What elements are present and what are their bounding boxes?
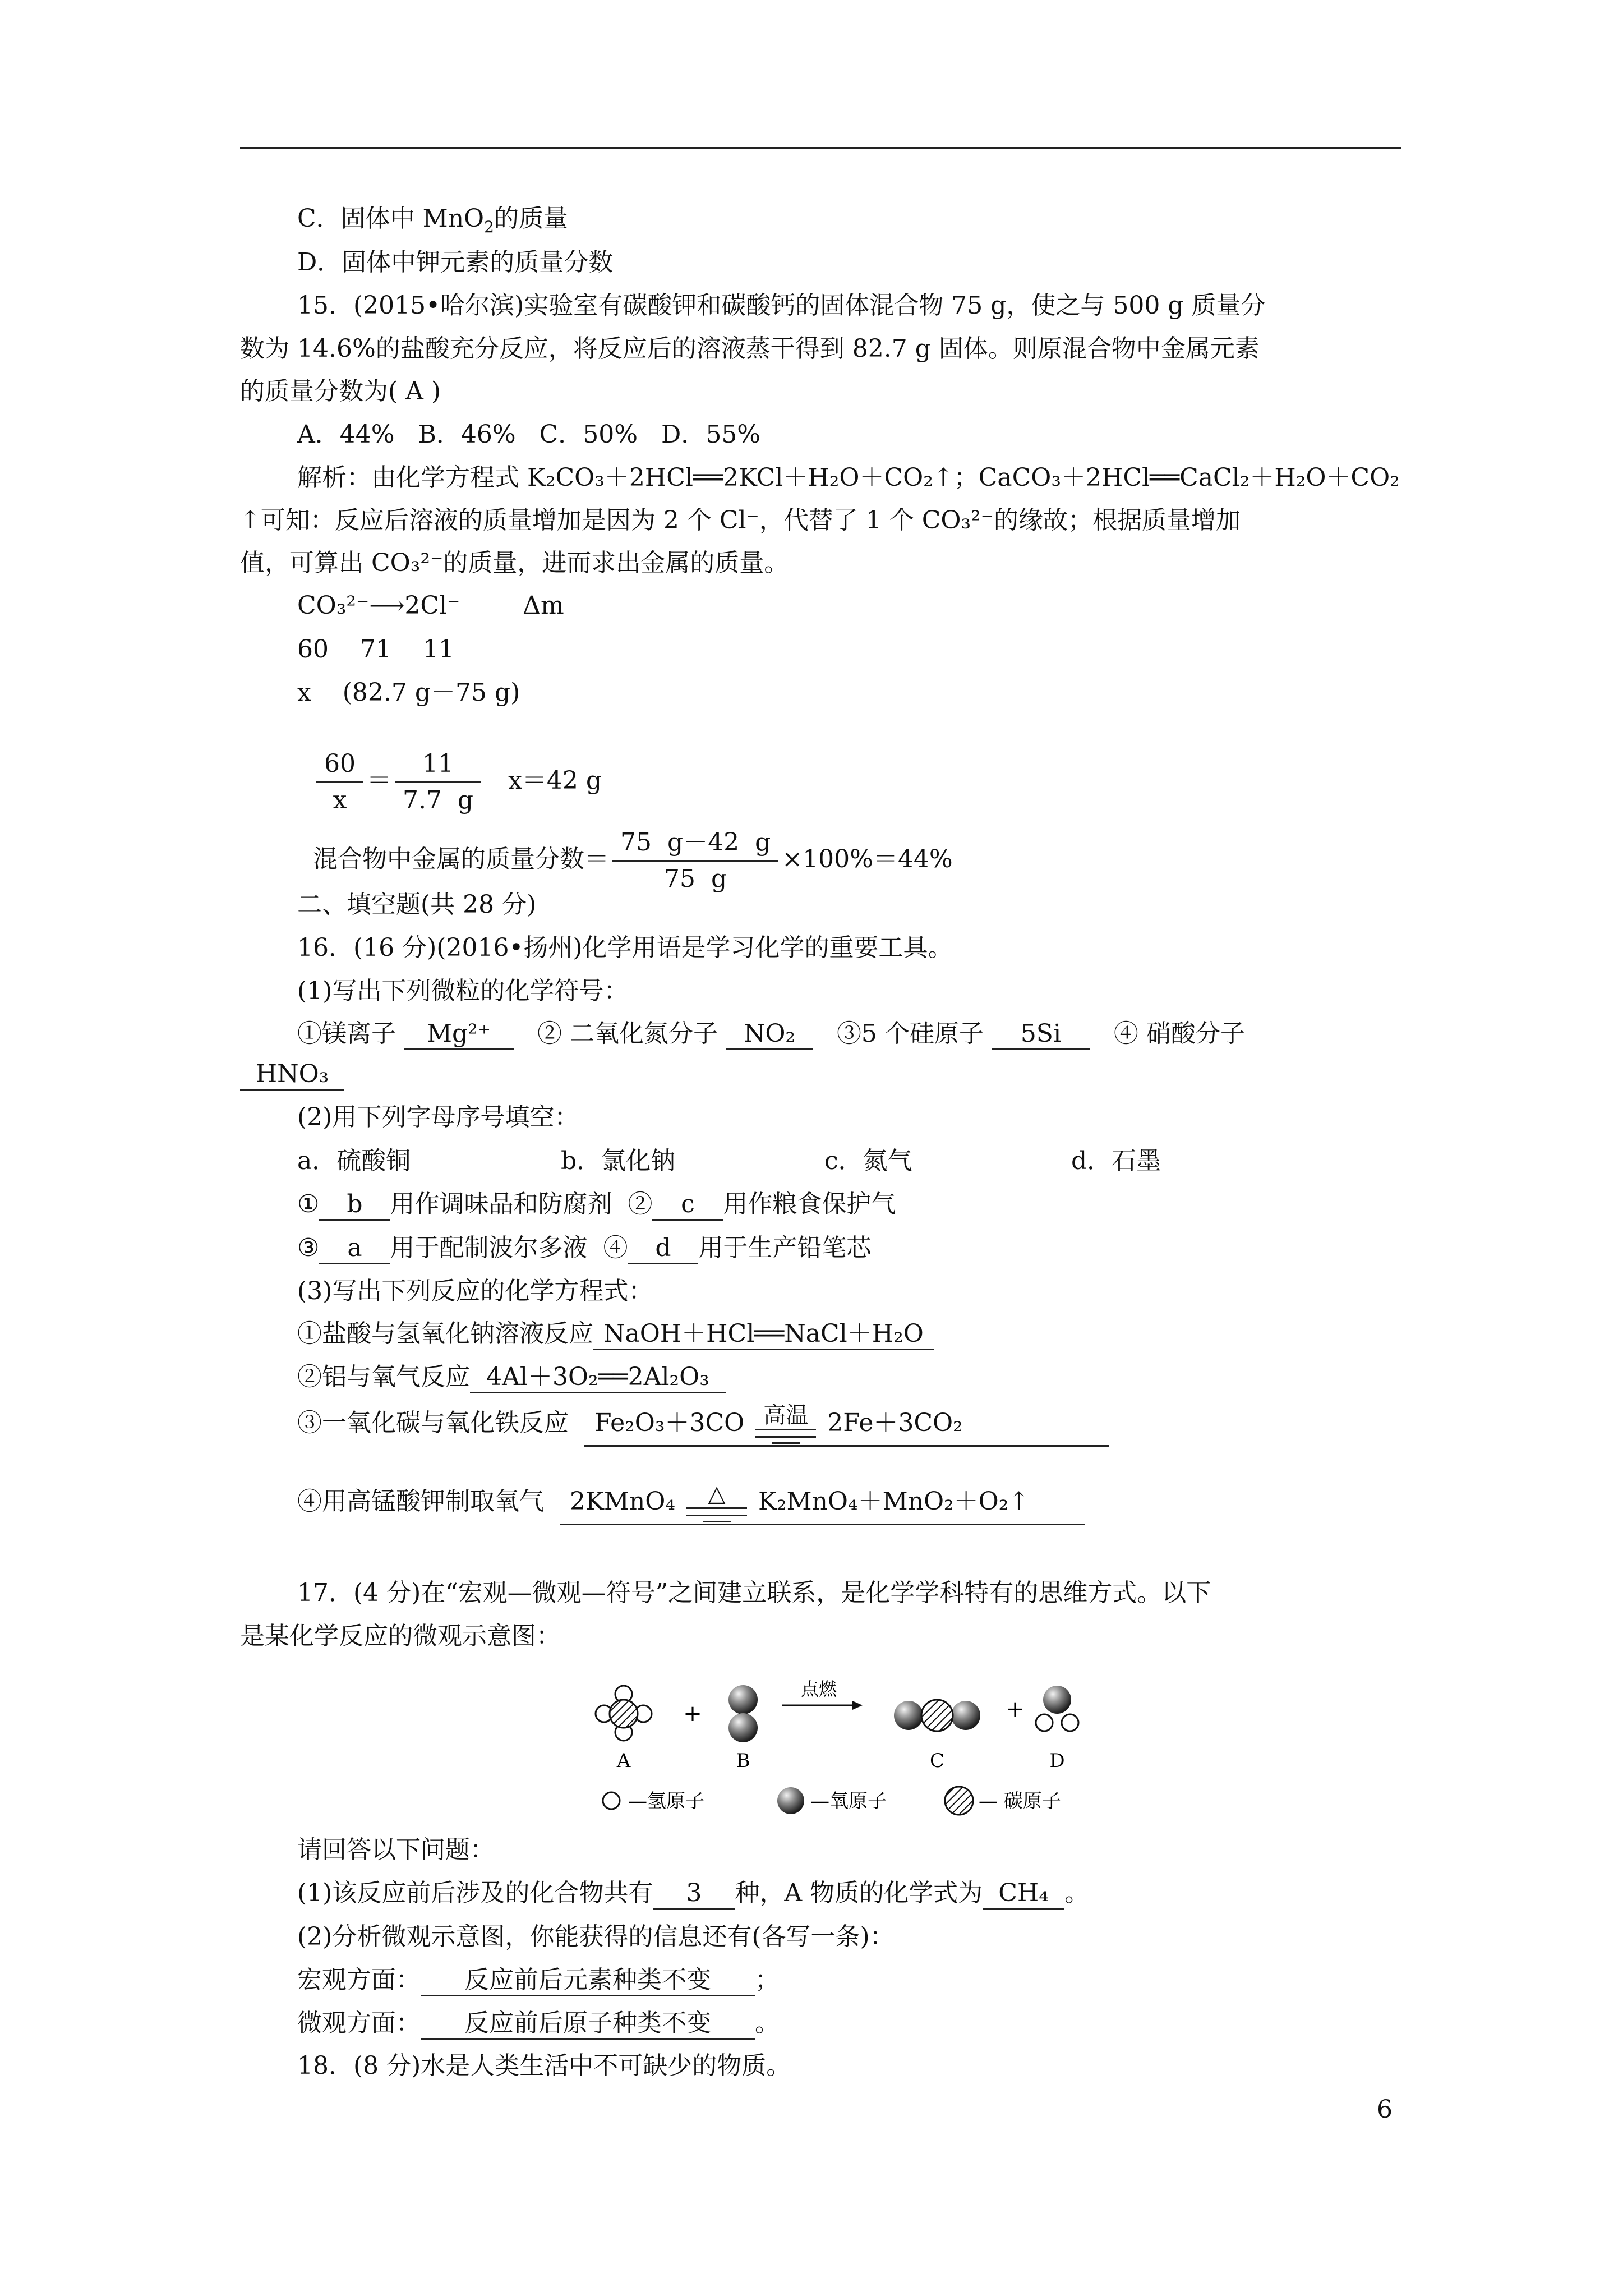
legend-carbon: — 碳原子 xyxy=(979,1790,1061,1812)
item-4-label: ④ 硝酸分子 xyxy=(1113,1019,1245,1048)
q14-option-c-tail: 的质量 xyxy=(494,204,568,233)
molecule-a-icon xyxy=(596,1686,652,1741)
q14-option-c-sub: 2 xyxy=(484,218,494,236)
equation-2-question: ②铝与氧气反应 xyxy=(297,1363,470,1391)
fill-3-number: ③ xyxy=(297,1234,320,1262)
mass-fraction-denominator: 75 g xyxy=(664,864,727,893)
condition-underline xyxy=(703,1521,731,1524)
equation-1 xyxy=(297,1317,934,1351)
mass-fraction xyxy=(612,825,778,896)
fill-4-number: ④ xyxy=(603,1234,628,1262)
q18-head: 18．(8 分)水是人类生活中不可缺少的物质。 xyxy=(297,2051,791,2080)
q16-symbols-row-2 xyxy=(240,1057,344,1091)
heat-symbol: △ xyxy=(708,1481,726,1507)
q16-symbols-row xyxy=(297,1017,1245,1051)
label-a: A xyxy=(616,1750,631,1772)
q14-option-c-text: C．固体中 MnO xyxy=(297,204,485,233)
reaction-arrow-icon xyxy=(782,1701,863,1710)
item-3-label: ③5 个硅原子 xyxy=(836,1019,984,1048)
plus-sign-2: + xyxy=(1006,1696,1025,1722)
q15-mass-fraction xyxy=(297,797,953,896)
equation-4-reactants: 2KMnO₄ xyxy=(569,1487,675,1516)
equation-4-answer xyxy=(560,1483,1085,1525)
equation-2-answer: 4Al＋3O₂══2Al₂O₃ xyxy=(470,1363,726,1393)
fraction-right-denominator: 7.7 g xyxy=(402,786,474,815)
legend-oxygen: —氧原子 xyxy=(810,1790,887,1812)
arrow-label: 点燃 xyxy=(800,1678,837,1700)
fraction-right-numerator: 11 xyxy=(395,747,481,783)
q15-analysis-2: ↑可知：反应后溶液的质量增加是因为 2 个 Cl⁻，代替了 1 个 CO₃²⁻的缘故；根据质量增加 xyxy=(240,506,1241,535)
molecule-b-icon xyxy=(728,1685,758,1742)
fill-4-text: 用于生产铅笔芯 xyxy=(698,1234,872,1262)
equation-4-products: K₂MnO₄＋MnO₂＋O₂↑ xyxy=(758,1487,1030,1516)
q17-line-2: 是某化学反应的微观示意图： xyxy=(240,1622,561,1650)
q14-option-d: D．固体中钾元素的质量分数 xyxy=(297,248,614,277)
sub-1-text: (1)该反应前后涉及的化合物共有 xyxy=(297,1879,653,1907)
sub-1-middle: 种，A 物质的化学式为 xyxy=(735,1879,983,1907)
q15-analysis-3: 值，可算出 CO₃²⁻的质量，进而求出金属的质量。 xyxy=(240,549,789,577)
q16-part-2: (2)用下列字母序号填空： xyxy=(297,1103,579,1131)
section-2-title: 二、填空题(共 28 分) xyxy=(297,890,537,919)
fraction-left-numerator: 60 xyxy=(316,747,363,783)
q16-part-3: (3)写出下列反应的化学方程式： xyxy=(297,1277,653,1305)
carbon-atom-icon xyxy=(945,1787,973,1815)
heating-condition xyxy=(683,1483,750,1524)
answer-blank-1: Mg²⁺ xyxy=(404,1019,514,1050)
item-2-label: ② 二氧化氮分子 xyxy=(537,1019,718,1048)
q15-calc-3: x (82.7 g－75 g) xyxy=(297,678,520,707)
legend xyxy=(603,1787,1061,1815)
q16-fill-row-2 xyxy=(297,1231,871,1265)
molecule-c-icon xyxy=(894,1700,980,1731)
fill-1-text: 用作调味品和防腐剂 xyxy=(390,1190,612,1218)
equals-sign: ＝ xyxy=(366,766,391,795)
micro-label: 微观方面： xyxy=(297,2009,421,2037)
fraction-left-denominator: x xyxy=(333,786,347,815)
mass-fraction-result: ×100%＝44% xyxy=(782,845,953,873)
answer-blank-3: 5Si xyxy=(992,1019,1090,1050)
equation-1-answer: NaOH＋HCl══NaCl＋H₂O xyxy=(593,1319,934,1350)
q14-option-c xyxy=(297,202,568,236)
option-a: a．硫酸铜 xyxy=(297,1147,411,1175)
legend-hydrogen: —氢原子 xyxy=(628,1790,704,1812)
equation-3 xyxy=(297,1402,1109,1447)
q15-calc-1: CO₃²⁻⟶2Cl⁻ Δm xyxy=(297,591,564,620)
equation-4-question: ④用高锰酸钾制取氧气 xyxy=(297,1487,544,1516)
compound-count-blank: 3 xyxy=(653,1879,735,1910)
macro-answer: 反应前后元素种类不变 xyxy=(421,1966,755,1996)
macro-label: 宏观方面： xyxy=(297,1966,421,1994)
q17-sub-1 xyxy=(297,1876,1089,1910)
proportion-result: x＝42 g xyxy=(508,766,602,795)
label-c: C xyxy=(929,1750,945,1772)
q16-part-1: (1)写出下列微粒的化学符号： xyxy=(297,977,629,1005)
fill-1-number: ① xyxy=(297,1190,320,1218)
equation-1-question: ①盐酸与氢氧化钠溶液反应 xyxy=(297,1319,593,1348)
oxygen-atom-icon xyxy=(777,1787,804,1814)
equals-bar xyxy=(686,1507,747,1516)
equation-2 xyxy=(297,1360,726,1394)
formula-a-blank: CH₄ xyxy=(983,1879,1064,1910)
q16-fill-row-1 xyxy=(297,1188,896,1221)
micro-end: 。 xyxy=(755,2009,780,2037)
q15-calc-2: 60 71 11 xyxy=(297,635,454,664)
q17-ask: 请回答以下问题： xyxy=(297,1835,495,1864)
mass-fraction-label: 混合物中金属的质量分数＝ xyxy=(312,845,609,873)
sub-1-end: 。 xyxy=(1064,1879,1090,1907)
answer-blank-2: NO₂ xyxy=(726,1019,813,1050)
option-b: b．氯化钠 xyxy=(561,1147,676,1175)
condition-underline xyxy=(772,1442,800,1445)
q17-line-1: 17．(4 分)在“宏观—微观—符号”之间建立联系，是化学学科特有的思维方式。以下 xyxy=(297,1579,1211,1607)
reaction-diagram xyxy=(589,1660,1116,1818)
option-c: c．氮气 xyxy=(824,1147,912,1175)
header-rule xyxy=(240,147,1401,149)
molecule-d-icon xyxy=(1036,1686,1078,1731)
page-number: 6 xyxy=(1377,2095,1393,2124)
q15-analysis-1: 解析：由化学方程式 K₂CO₃＋2HCl══2KCl＋H₂O＋CO₂↑；CaCO₃＋2HCl══CaCl₂＋H₂O＋CO₂ xyxy=(297,463,1400,492)
q15-line-2: 数为 14.6%的盐酸充分反应，将反应后的溶液蒸干得到 82.7 g 固体。则原混合物中金属元素 xyxy=(240,334,1260,363)
equation-3-answer xyxy=(584,1404,1109,1447)
fill-2-number: ② xyxy=(628,1190,653,1218)
plus-sign-1: + xyxy=(683,1701,702,1727)
label-b: B xyxy=(736,1750,750,1772)
item-1-label: ①镁离子 xyxy=(297,1019,396,1048)
fill-blank-1: b xyxy=(319,1190,390,1221)
q16-head: 16．(16 分)(2016•扬州)化学用语是学习化学的重要工具。 xyxy=(297,933,953,962)
high-temperature-condition xyxy=(752,1404,819,1445)
fill-blank-3: a xyxy=(319,1234,390,1264)
fill-blank-4: d xyxy=(628,1234,698,1264)
option-d: d．石墨 xyxy=(1071,1147,1161,1175)
condition-label: 高温 xyxy=(763,1402,809,1428)
label-d: D xyxy=(1049,1750,1065,1772)
micro-answer: 反应前后原子种类不变 xyxy=(421,2009,755,2040)
macro-end: ； xyxy=(755,1966,780,1994)
equation-3-question: ③一氧化碳与氧化铁反应 xyxy=(297,1409,569,1437)
fill-2-text: 用作粮食保护气 xyxy=(723,1190,896,1218)
equation-3-products: 2Fe＋3CO₂ xyxy=(827,1409,963,1437)
hydrogen-atom-icon xyxy=(603,1792,620,1809)
q15-options: A．44% B．46% C．50% D．55% xyxy=(297,420,761,449)
equation-3-reactants: Fe₂O₃＋3CO xyxy=(594,1409,745,1437)
equation-4 xyxy=(297,1481,1085,1525)
equals-bar xyxy=(755,1429,816,1438)
q17-micro xyxy=(297,2007,780,2040)
mass-fraction-numerator: 75 g－42 g xyxy=(612,825,778,862)
q17-sub-2: (2)分析微观示意图，你能获得的信息还有(各写一条)： xyxy=(297,1922,895,1951)
q17-macro xyxy=(297,1963,780,1997)
q15-line-1: 15．(2015•哈尔滨)实验室有碳酸钾和碳酸钙的固体混合物 75 g，使之与 500 g 质量分 xyxy=(297,291,1266,320)
answer-blank-4: HNO₃ xyxy=(240,1060,344,1091)
q16-options-row xyxy=(297,1144,1161,1178)
q15-line-3: 的质量分数为( A ) xyxy=(240,377,441,406)
fill-blank-2: c xyxy=(652,1190,723,1221)
fill-3-text: 用于配制波尔多液 xyxy=(390,1234,588,1262)
